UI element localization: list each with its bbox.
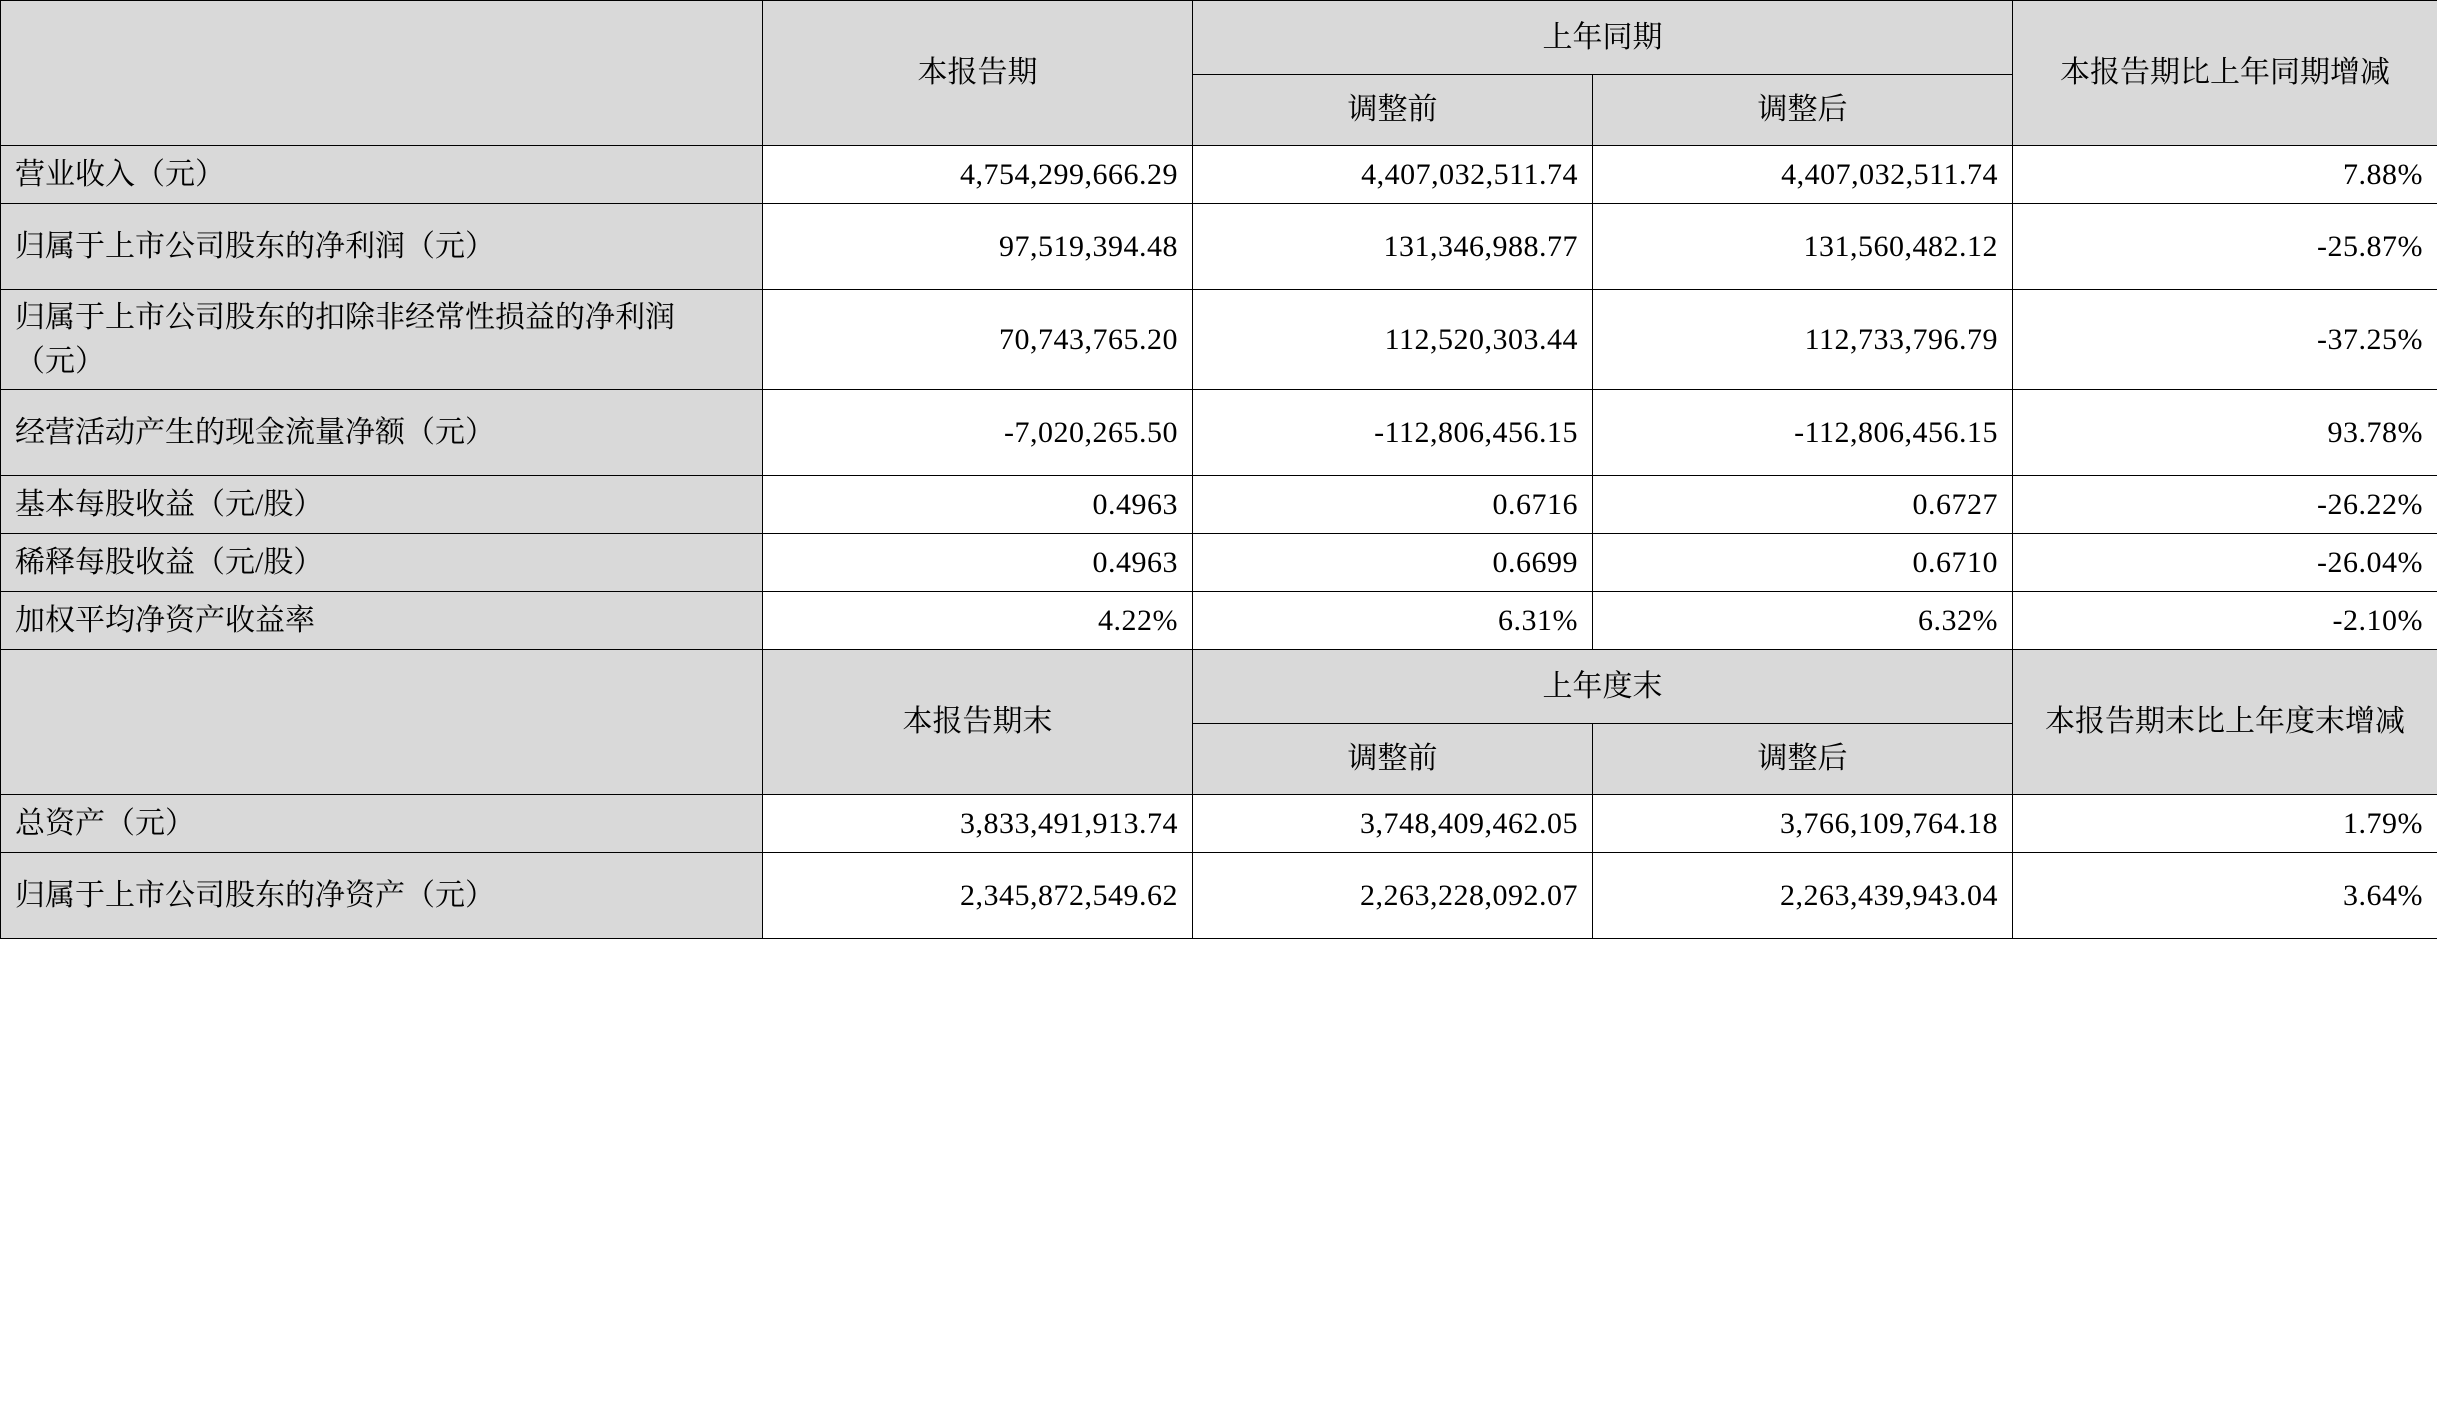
cell-change: 3.64% (2013, 853, 2437, 939)
cell-after-adjust: 6.32% (1593, 592, 2013, 650)
row-label: 营业收入（元） (1, 146, 763, 204)
cell-after-adjust: 0.6710 (1593, 534, 2013, 592)
cell-current: 97,519,394.48 (763, 204, 1193, 290)
cell-change: -37.25% (2013, 290, 2437, 390)
table-header-row-period (1, 1, 2437, 75)
table-row (1, 290, 2437, 390)
cell-current: 70,743,765.20 (763, 290, 1193, 390)
table-row (1, 390, 2437, 476)
cell-before-adjust: 0.6699 (1193, 534, 1593, 592)
header-blank-corner-2 (1, 650, 763, 795)
table-row (1, 534, 2437, 592)
table-row (1, 476, 2437, 534)
cell-change: 7.88% (2013, 146, 2437, 204)
header-change-vs-last-year: 本报告期比上年同期增减 (2013, 1, 2437, 146)
cell-change: -26.04% (2013, 534, 2437, 592)
row-label: 总资产（元） (1, 795, 763, 853)
cell-before-adjust: -112,806,456.15 (1193, 390, 1593, 476)
row-label: 稀释每股收益（元/股） (1, 534, 763, 592)
cell-after-adjust: -112,806,456.15 (1593, 390, 2013, 476)
cell-change: -2.10% (2013, 592, 2437, 650)
header-after-adjust-2: 调整后 (1593, 724, 2013, 795)
table-row (1, 592, 2437, 650)
cell-before-adjust: 4,407,032,511.74 (1193, 146, 1593, 204)
row-label: 归属于上市公司股东的净资产（元） (1, 853, 763, 939)
cell-current: 3,833,491,913.74 (763, 795, 1193, 853)
cell-before-adjust: 2,263,228,092.07 (1193, 853, 1593, 939)
cell-before-adjust: 3,748,409,462.05 (1193, 795, 1593, 853)
header-change-vs-last-year-end: 本报告期末比上年度末增减 (2013, 650, 2437, 795)
table-row (1, 795, 2437, 853)
cell-current: 4,754,299,666.29 (763, 146, 1193, 204)
table-row (1, 146, 2437, 204)
header-after-adjust: 调整后 (1593, 75, 2013, 146)
row-label: 经营活动产生的现金流量净额（元） (1, 390, 763, 476)
header-current-period: 本报告期 (763, 1, 1193, 146)
cell-before-adjust: 131,346,988.77 (1193, 204, 1593, 290)
row-label: 加权平均净资产收益率 (1, 592, 763, 650)
cell-current: 0.4963 (763, 534, 1193, 592)
cell-change: 1.79% (2013, 795, 2437, 853)
cell-before-adjust: 112,520,303.44 (1193, 290, 1593, 390)
row-label: 归属于上市公司股东的扣除非经常性损益的净利润（元） (1, 290, 763, 390)
cell-after-adjust: 2,263,439,943.04 (1593, 853, 2013, 939)
cell-after-adjust: 3,766,109,764.18 (1593, 795, 2013, 853)
header-same-period-last-year: 上年同期 (1193, 1, 2013, 75)
table-row (1, 853, 2437, 939)
cell-before-adjust: 0.6716 (1193, 476, 1593, 534)
cell-after-adjust: 4,407,032,511.74 (1593, 146, 2013, 204)
header-blank-corner (1, 1, 763, 146)
cell-change: -26.22% (2013, 476, 2437, 534)
row-label: 基本每股收益（元/股） (1, 476, 763, 534)
cell-after-adjust: 112,733,796.79 (1593, 290, 2013, 390)
cell-change: -25.87% (2013, 204, 2437, 290)
table-row (1, 204, 2437, 290)
cell-change: 93.78% (2013, 390, 2437, 476)
cell-current: 0.4963 (763, 476, 1193, 534)
cell-after-adjust: 131,560,482.12 (1593, 204, 2013, 290)
table-header-row-balance (1, 650, 2437, 724)
cell-after-adjust: 0.6727 (1593, 476, 2013, 534)
header-last-year-end: 上年度末 (1193, 650, 2013, 724)
header-current-period-end: 本报告期末 (763, 650, 1193, 795)
cell-current: -7,020,265.50 (763, 390, 1193, 476)
cell-current: 2,345,872,549.62 (763, 853, 1193, 939)
row-label: 归属于上市公司股东的净利润（元） (1, 204, 763, 290)
cell-current: 4.22% (763, 592, 1193, 650)
header-before-adjust: 调整前 (1193, 75, 1593, 146)
header-before-adjust-2: 调整前 (1193, 724, 1593, 795)
cell-before-adjust: 6.31% (1193, 592, 1593, 650)
